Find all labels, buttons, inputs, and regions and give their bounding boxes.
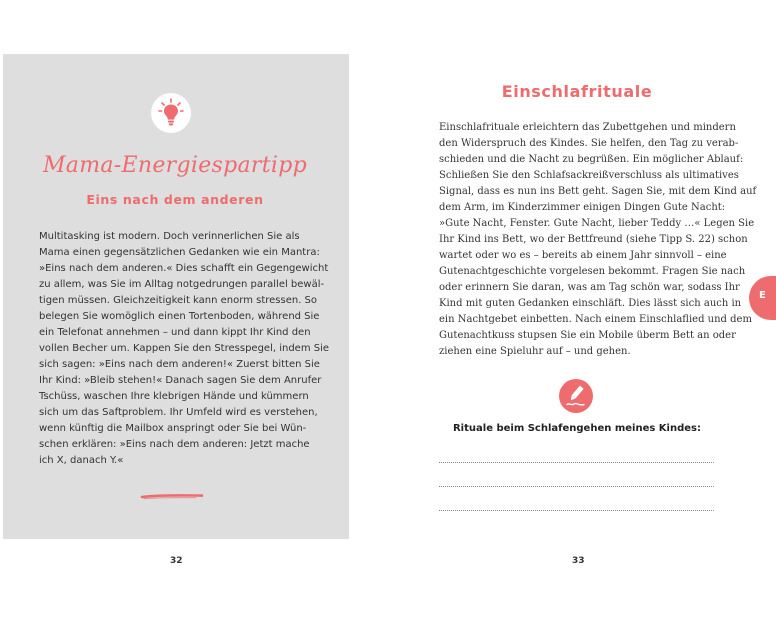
text-line: den Widerspruch des Kindes. Sie helfen, den Tag zu verab-	[439, 138, 739, 149]
text-line: zu allem, was Sie im Alltag notgedrungen parallel bewäl-	[39, 279, 325, 290]
chapter-tab	[749, 276, 776, 320]
text-line: ich X, danach Y.«	[39, 455, 124, 466]
text-line: Multitasking ist modern. Doch verinnerlichen Sie als	[39, 231, 300, 242]
notes-line-1[interactable]	[439, 462, 714, 463]
text-line: Ihr Kind ins Bett, wo der Bettfreund (siehe Tipp S. 22) schon	[439, 234, 748, 245]
text-line: »Gute Nacht, Fenster. Gute Nacht, lieber Teddy …« Legen Sie	[439, 218, 755, 229]
text-line: belegen Sie womöglich einen Tortenboden, während Sie	[39, 311, 320, 322]
text-line: Gutenachtkuss stupsen Sie ein Mobile überm Bett an oder	[439, 330, 736, 341]
text-line: Tschüss, waschen Ihre klebrigen Hände und kümmern	[39, 391, 309, 402]
notes-line-3[interactable]	[439, 510, 714, 511]
text-line: wartet oder wo es – bereits ab einem Jahr sinnvoll – eine	[439, 250, 727, 261]
text-line: ziehen eine Spieluhr auf – und gehen.	[439, 346, 631, 357]
section-title: Einschlafrituale	[501, 82, 653, 101]
tip-title: Mama-Energiespartipp	[42, 153, 307, 178]
text-line: Einschlafrituale erleichtern das Zubettgehen und mindern	[439, 122, 736, 133]
notes-label: Rituale beim Schlafengehen meines Kindes:	[452, 423, 701, 434]
text-line: wenn künftig die Mailbox anspringt oder Sie bei Wün-	[39, 423, 307, 434]
chapter-tab-letter: E	[759, 290, 766, 301]
text-line: Gutenachtgeschichte vorgelesen bekommt. Fragen Sie nach	[439, 266, 746, 277]
tip-body	[39, 229, 329, 469]
text-line: Signal, dass es nun ins Bett geht. Sagen Sie, mit dem Kind auf	[439, 186, 757, 197]
text-line: Ihr Kind: »Bleib stehen!« Danach sagen Sie dem Anrufer	[39, 375, 322, 386]
page-number-right: 33	[572, 556, 585, 566]
text-line: sich um das Saftproblem. Ihr Umfeld wird es verstehen,	[39, 407, 318, 418]
text-line: sich sagen: »Eins nach dem anderen!« Zuerst bitten Sie	[39, 359, 320, 370]
text-line: schen erklären: »Eins nach dem anderen: Jetzt mache	[39, 439, 310, 450]
text-line: »Eins nach dem anderen.« Dies schafft ein Gegengewicht	[39, 263, 329, 274]
tip-subtitle: Eins nach dem anderen	[86, 192, 264, 207]
text-line: Kind mit guten Gedanken einschläft. Dies lässt sich auch in	[439, 298, 742, 309]
text-line: vollen Becher um. Kappen Sie den Stresspegel, indem Sie	[39, 343, 330, 354]
text-line: tigen müssen. Gleichzeitigkeit kann enorm stressen. So	[39, 295, 318, 306]
text-line: ein Nachtgebet einbetten. Nach einem Einschlaflied und dem	[439, 314, 752, 325]
brush-divider	[140, 491, 204, 501]
notes-line-2[interactable]	[439, 486, 714, 487]
text-line: dem Arm, im Kinderzimmer einigen Dingen Gute Nacht:	[439, 202, 726, 213]
page-number-left: 32	[170, 556, 183, 566]
section-body	[439, 120, 757, 360]
text-line: Mama einen gegensätzlichen Gedanken wie ein Mantra:	[39, 247, 320, 258]
text-line: ein Telefonat annehmen – und dann kippt Ihr Kind den	[39, 327, 311, 338]
pencil-write-icon	[559, 379, 593, 413]
text-line: oder erinnern Sie daran, was am Tag schön war, sodass Ihr	[439, 282, 740, 293]
text-line: schieden und die Nacht zu begrüßen. Ein möglicher Ablauf:	[439, 154, 744, 165]
lightbulb-icon	[151, 93, 191, 133]
text-line: Schließen Sie den Schlafsackreißverschluss als ultimatives	[439, 170, 739, 181]
